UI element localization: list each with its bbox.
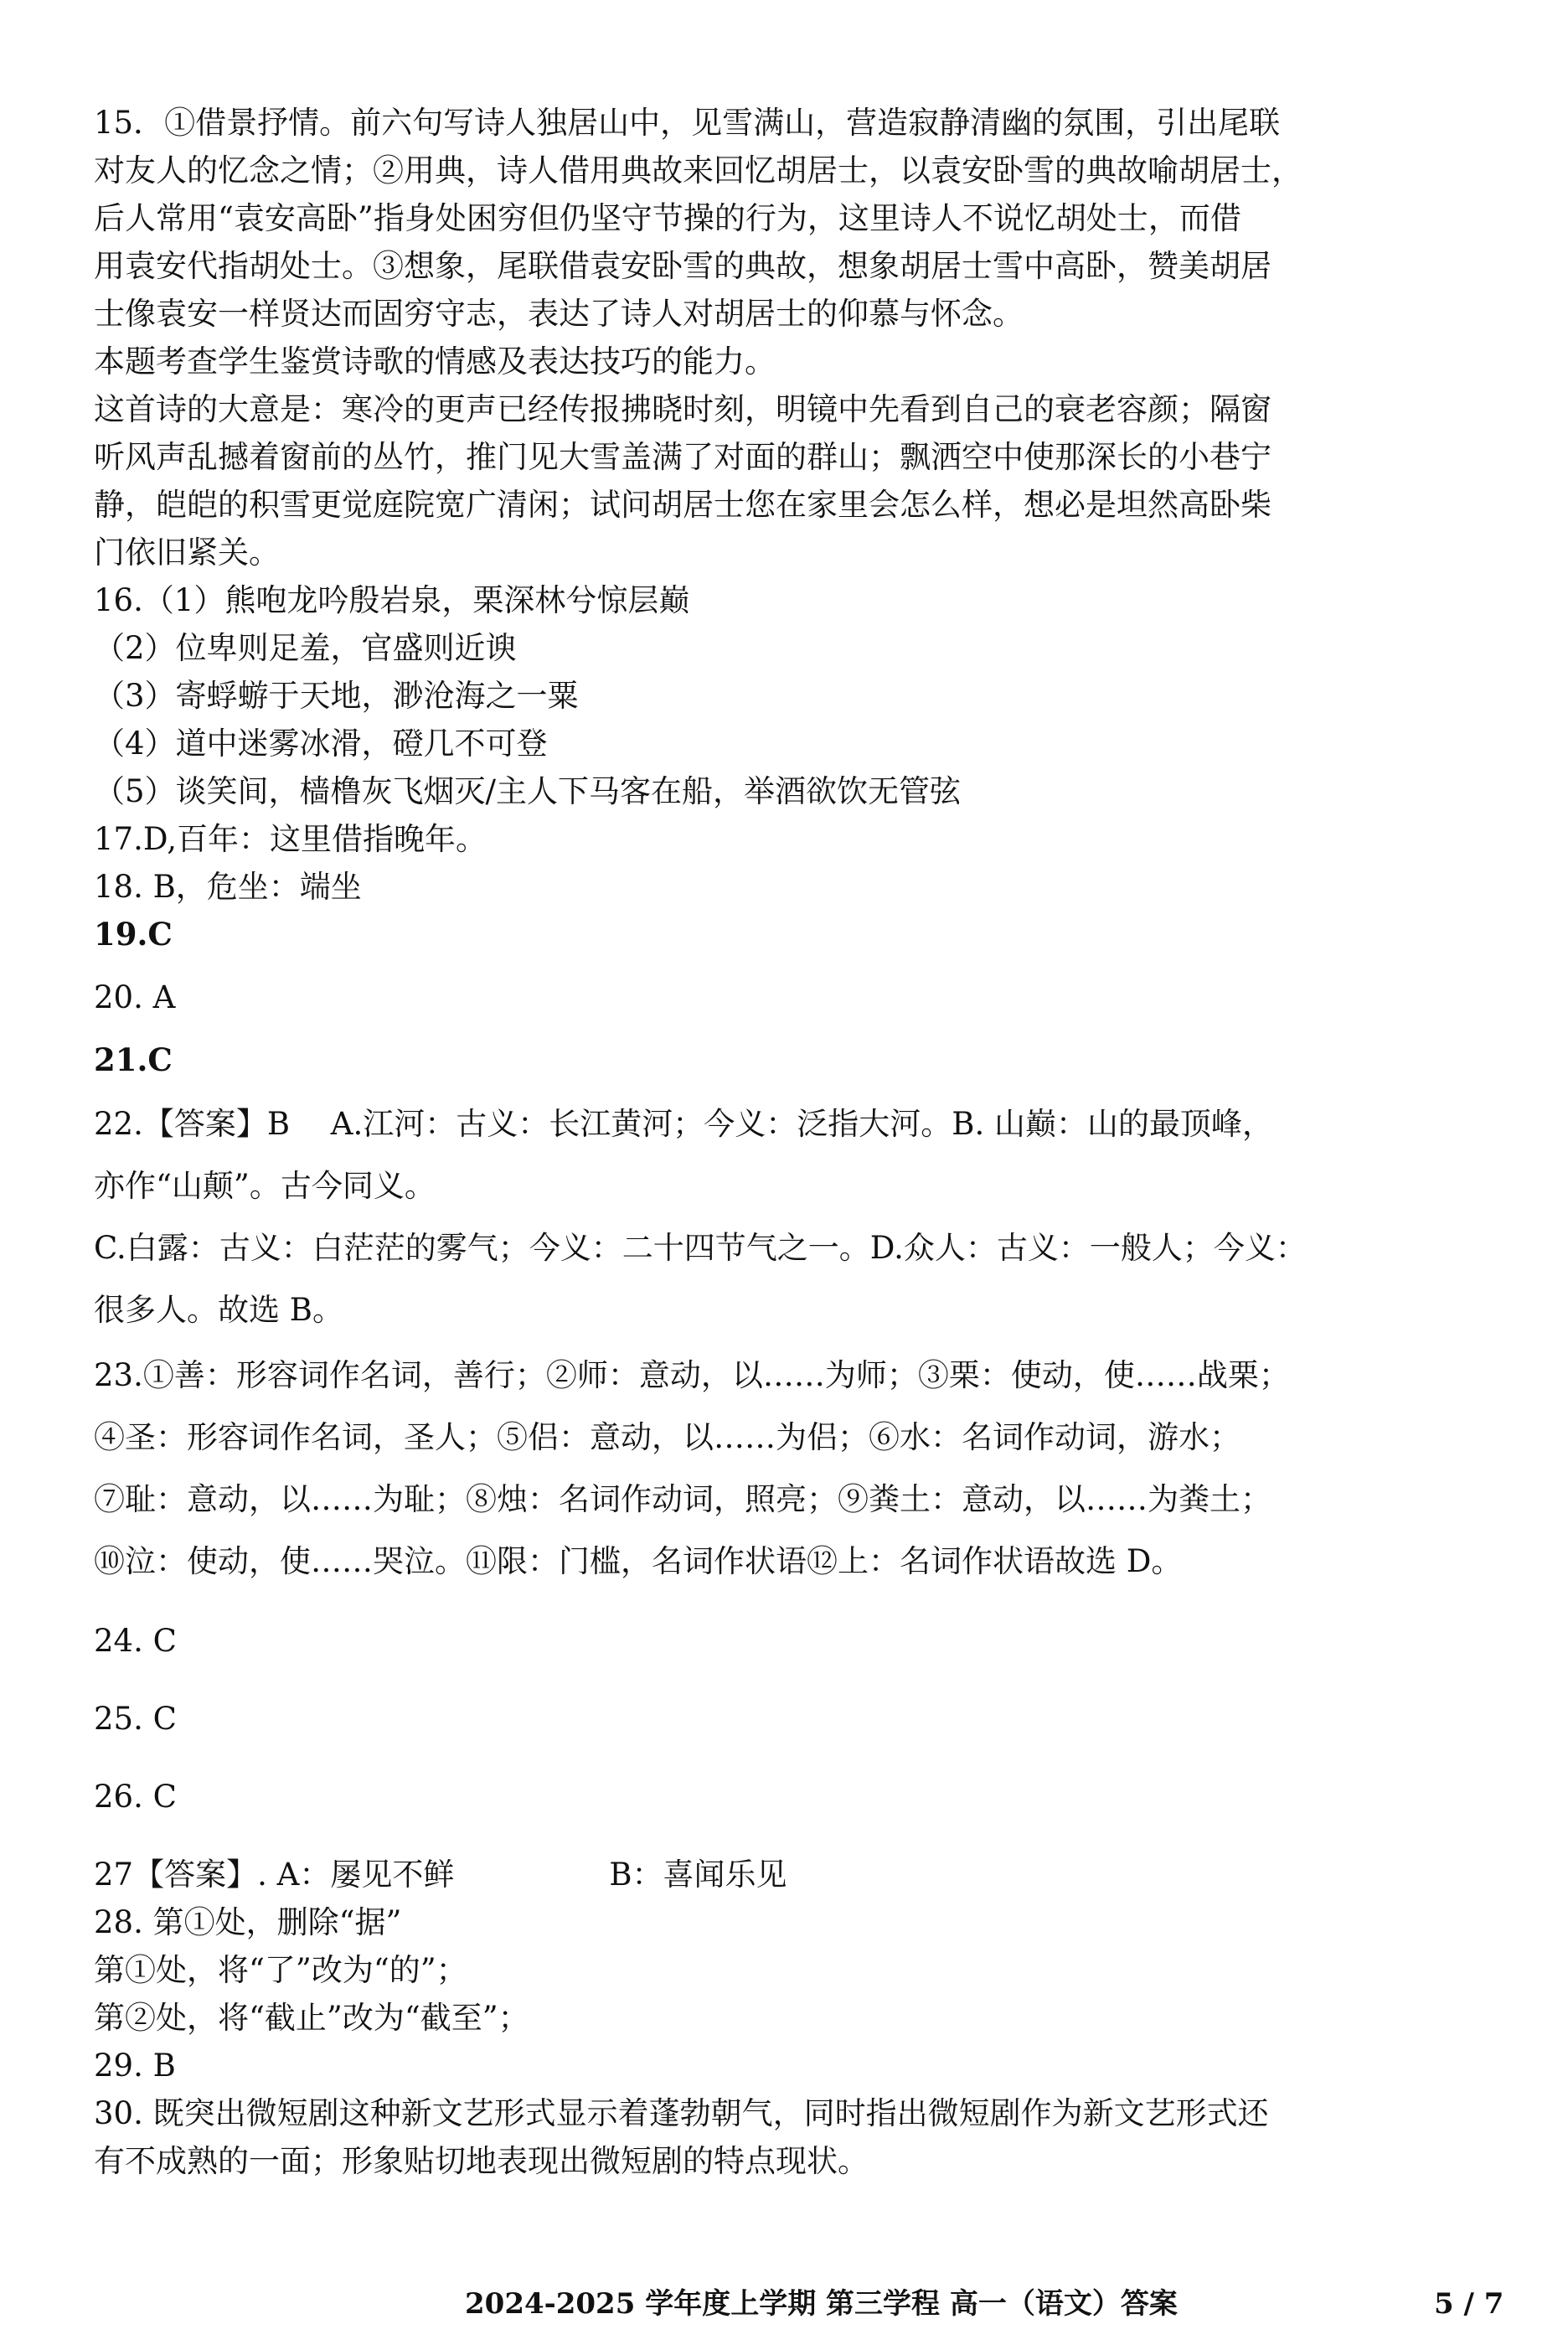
answer-23 <box>94 1351 1494 1587</box>
text-line: 后人常用“袁安高卧”指身处困穷但仍坚守节操的行为，这里诗人不说忆胡处士，而借 <box>94 200 1241 236</box>
text-line: 听风声乱撼着窗前的丛竹，推门见大雪盖满了对面的群山；飘洒空中使那深长的小巷宁 <box>94 439 1271 475</box>
text-line: ④圣：形容词作名词，圣人；⑤侣：意动，以……为侣；⑥水：名词作动词，游水； <box>94 1419 1240 1455</box>
answer-15 <box>94 99 1494 576</box>
answer-22 <box>94 1099 1494 1335</box>
text-line: 门依旧紧关。 <box>94 535 280 571</box>
text-line: 第①处，将“了”改为“的”； <box>94 1952 467 1988</box>
answer-18: 18. B，危坐：端坐 <box>94 869 362 905</box>
text-line: 亦作“山颠”。古今同义。 <box>94 1168 436 1204</box>
text-line: 23.①善：形容词作名词，善行；②师：意动，以……为师；③栗：使动，使……战栗； <box>94 1357 1290 1393</box>
text-line: （5）谈笑间，樯橹灰飞烟灭/主人下马客在船，举酒欲饮无管弦 <box>94 773 962 809</box>
text-line: 28. 第①处，删除“据” <box>94 1904 402 1940</box>
text-line: 30. 既突出微短剧这种新文艺形式显示着蓬勃朝气，同时指出微短剧作为新文艺形式还 <box>94 2095 1269 2131</box>
text-line: 22.【答案】B A.江河：古义：长江黄河；今义：泛指大河。B. 山巅：山的最顶峰， <box>94 1106 1273 1142</box>
answer-28 <box>94 1898 1494 2042</box>
text-line: （4）道中迷雾冰滑，磴几不可登 <box>94 726 548 762</box>
text-line: 静，皑皑的积雪更觉庭院宽广清闲；试问胡居士您在家里会怎么样，想必是坦然高卧柴 <box>94 487 1271 523</box>
answer-24: 24. C <box>94 1623 177 1659</box>
text-line: 第②处，将“截止”改为“截至”； <box>94 2000 529 2036</box>
page-number: 5 / 7 <box>1434 2287 1504 2321</box>
text-line: C.白露：古义：白茫茫的雾气；今义：二十四节气之一。D.众人：古义：一般人；今义： <box>94 1230 1307 1266</box>
text-line: 有不成熟的一面；形象贴切地表现出微短剧的特点现状。 <box>94 2143 869 2179</box>
text-line: 16.（1）熊咆龙吟殷岩泉，栗深林兮惊层巅 <box>94 582 690 618</box>
text-line: 对友人的忆念之情；②用典，诗人借用典故来回忆胡居士，以袁安卧雪的典故喻胡居士， <box>94 152 1302 189</box>
footer-title: 2024-2025 学年度上学期 第三学程 高一（语文）答案 <box>465 2287 1178 2321</box>
answer-21: 21.C <box>94 1041 173 1078</box>
text-line: 15．①借景抒情。前六句写诗人独居山中，见雪满山，营造寂静清幽的氛围，引出尾联 <box>94 105 1281 141</box>
text-line: （2）位卑则足羞，官盛则近谀 <box>94 630 517 666</box>
text-line: 用袁安代指胡处士。③想象，尾联借袁安卧雪的典故，想象胡居士雪中高卧，赞美胡居 <box>94 248 1271 284</box>
answer-19: 19.C <box>94 916 173 953</box>
text-line: ⑦耻：意动，以……为耻；⑧烛：名词作动词，照亮；⑨粪土：意动，以……为粪土； <box>94 1481 1271 1517</box>
answer-26: 26. C <box>94 1779 177 1815</box>
text-line: 很多人。故选 B。 <box>94 1292 343 1328</box>
text-line: 本题考查学生鉴赏诗歌的情感及表达技巧的能力。 <box>94 343 776 380</box>
answer-29: 29. B <box>94 2048 176 2084</box>
text-line: （3）寄蜉蝣于天地，渺沧海之一粟 <box>94 678 579 714</box>
answer-content <box>94 99 1494 2185</box>
answer-16 <box>94 576 1494 815</box>
answer-20: 20. A <box>94 979 176 1015</box>
text-line: 士像袁安一样贤达而固穷守志，表达了诗人对胡居士的仰慕与怀念。 <box>94 296 1024 332</box>
text-line: 这首诗的大意是：寒冷的更声已经传报拂晓时刻，明镜中先看到自己的衰老容颜；隔窗 <box>94 391 1271 427</box>
text-line: ⑩泣：使动，使……哭泣。⑪限：门槛，名词作状语⑫上：名词作状语故选 D。 <box>94 1543 1183 1579</box>
answer-17: 17.D,百年：这里借指晚年。 <box>94 821 487 857</box>
answer-25: 25. C <box>94 1701 177 1737</box>
answer-30 <box>94 2089 1494 2185</box>
answer-27: 27【答案】. A：屡见不鲜 B：喜闻乐见 <box>94 1857 787 1893</box>
